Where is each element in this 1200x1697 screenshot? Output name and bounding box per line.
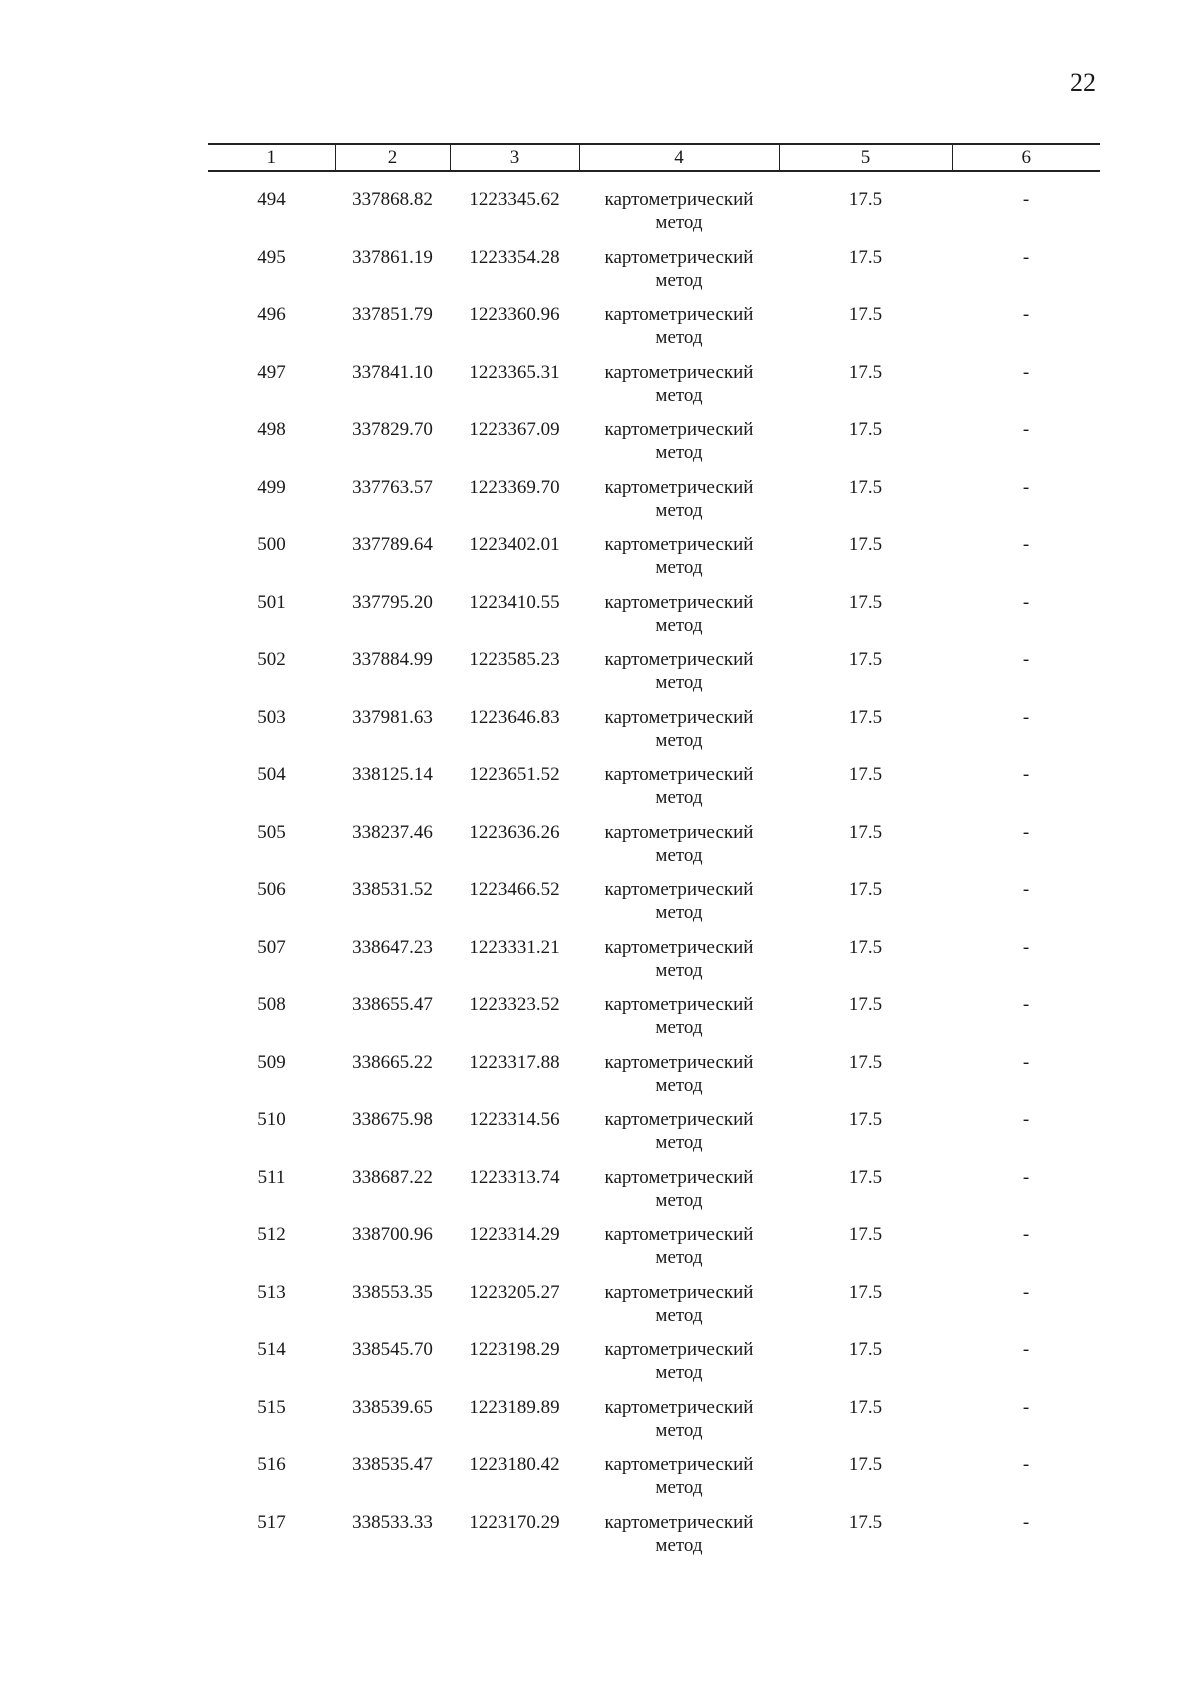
accuracy-cell: 17.5 (848, 764, 883, 785)
x-coordinate-cell: 337763.57 (352, 476, 433, 498)
method-cell (579, 878, 779, 936)
x-coordinate-cell: 337851.79 (352, 304, 433, 325)
x-coordinate-cell: 338687.22 (352, 1166, 433, 1188)
y-coordinate-cell: 1223369.70 (469, 476, 560, 498)
method-line-1: картометрический (604, 649, 754, 670)
y-coordinate-cell: 1223180.42 (469, 1454, 560, 1475)
point-number-cell: 516 (257, 1454, 286, 1475)
method-line-2: метод (655, 729, 703, 751)
accuracy-cell: 17.5 (848, 706, 883, 728)
method-cell (579, 706, 779, 764)
table-row (208, 1281, 1100, 1339)
method-line-1: картометрический (604, 936, 754, 958)
x-coordinate-cell: 337884.99 (352, 649, 433, 670)
x-coordinate-cell: 338533.33 (352, 1511, 433, 1533)
accuracy-cell: 17.5 (848, 1339, 883, 1360)
method-cell (579, 476, 779, 534)
method-line-1: картометрический (604, 591, 754, 613)
note-cell: - (1022, 189, 1030, 210)
accuracy-cell: 17.5 (848, 476, 883, 498)
table-row (208, 246, 1100, 304)
method-cell (579, 1453, 779, 1511)
y-coordinate-cell: 1223314.56 (469, 1109, 560, 1130)
point-number-cell: 499 (257, 476, 286, 498)
table-row (208, 993, 1100, 1051)
method-line-2: метод (655, 787, 703, 808)
table-row (208, 1453, 1100, 1511)
point-number-cell: 501 (257, 591, 286, 613)
y-coordinate-cell: 1223170.29 (469, 1511, 560, 1533)
method-line-1: картометрический (604, 534, 754, 555)
header-row (208, 144, 1100, 171)
accuracy-cell: 17.5 (848, 1454, 883, 1475)
note-cell: - (1022, 1281, 1030, 1303)
method-line-1: картометрический (604, 879, 754, 900)
column-header-4: 4 (579, 144, 779, 171)
y-coordinate-cell: 1223313.74 (469, 1166, 560, 1188)
x-coordinate-cell: 338675.98 (352, 1109, 433, 1130)
method-cell (579, 1281, 779, 1339)
accuracy-cell: 17.5 (848, 936, 883, 958)
y-coordinate-cell: 1223314.29 (469, 1224, 560, 1245)
accuracy-cell: 17.5 (848, 994, 883, 1015)
x-coordinate-cell: 337868.82 (352, 189, 433, 210)
accuracy-cell: 17.5 (848, 1051, 883, 1073)
method-line-2: метод (655, 212, 703, 233)
accuracy-cell: 17.5 (848, 189, 883, 210)
method-cell (579, 1223, 779, 1281)
y-coordinate-cell: 1223360.96 (469, 304, 560, 325)
x-coordinate-cell: 337795.20 (352, 591, 433, 613)
point-number-cell: 513 (257, 1281, 286, 1303)
y-coordinate-cell: 1223651.52 (469, 764, 560, 785)
table-row (208, 936, 1100, 994)
method-line-2: метод (655, 844, 703, 866)
method-cell (579, 361, 779, 419)
table-row (208, 1108, 1100, 1166)
note-cell: - (1022, 706, 1030, 728)
method-line-2: метод (655, 1074, 703, 1096)
accuracy-cell: 17.5 (848, 304, 883, 325)
x-coordinate-cell: 338125.14 (352, 764, 433, 785)
method-line-2: метод (655, 1017, 703, 1038)
note-cell: - (1022, 1051, 1030, 1073)
note-cell: - (1022, 534, 1030, 555)
method-line-2: метод (655, 1189, 703, 1211)
table-row (208, 878, 1100, 936)
point-number-cell: 511 (257, 1166, 286, 1188)
table-row (208, 476, 1100, 534)
method-line-2: метод (655, 269, 703, 291)
method-cell (579, 418, 779, 476)
method-cell (579, 648, 779, 706)
note-cell: - (1022, 246, 1030, 268)
note-cell: - (1022, 879, 1030, 900)
method-line-1: картометрический (604, 1454, 754, 1475)
point-number-cell: 498 (257, 419, 286, 440)
note-cell: - (1022, 1109, 1030, 1130)
point-number-cell: 505 (257, 821, 286, 843)
method-line-1: картометрический (604, 361, 754, 383)
point-number-cell: 504 (257, 764, 286, 785)
y-coordinate-cell: 1223198.29 (469, 1339, 560, 1360)
accuracy-cell: 17.5 (848, 1166, 883, 1188)
table-row (208, 1166, 1100, 1224)
point-number-cell: 496 (257, 304, 286, 325)
y-coordinate-cell: 1223402.01 (469, 534, 560, 555)
method-line-1: картометрический (604, 764, 754, 785)
note-cell: - (1022, 821, 1030, 843)
y-coordinate-cell: 1223317.88 (469, 1051, 560, 1073)
point-number-cell: 510 (257, 1109, 286, 1130)
x-coordinate-cell: 338647.23 (352, 936, 433, 958)
table-header (208, 144, 1100, 171)
x-coordinate-cell: 337829.70 (352, 419, 433, 440)
method-cell (579, 171, 779, 246)
note-cell: - (1022, 476, 1030, 498)
method-line-2: метод (655, 1534, 703, 1556)
coordinates-table (208, 143, 1100, 1568)
table-row (208, 533, 1100, 591)
table-row (208, 418, 1100, 476)
method-line-1: картометрический (604, 189, 754, 210)
y-coordinate-cell: 1223354.28 (469, 246, 560, 268)
note-cell: - (1022, 1166, 1030, 1188)
method-line-2: метод (655, 672, 703, 693)
note-cell: - (1022, 304, 1030, 325)
note-cell: - (1022, 764, 1030, 785)
x-coordinate-cell: 337861.19 (352, 246, 433, 268)
y-coordinate-cell: 1223646.83 (469, 706, 560, 728)
note-cell: - (1022, 1224, 1030, 1245)
method-cell (579, 1051, 779, 1109)
table-row (208, 1338, 1100, 1396)
table-row (208, 1223, 1100, 1281)
note-cell: - (1022, 361, 1030, 383)
method-line-1: картометрический (604, 246, 754, 268)
method-line-1: картометрический (604, 1051, 754, 1073)
accuracy-cell: 17.5 (848, 1281, 883, 1303)
method-line-2: метод (655, 1132, 703, 1153)
method-line-1: картометрический (604, 1511, 754, 1533)
method-line-2: метод (655, 902, 703, 923)
method-line-1: картометрический (604, 1281, 754, 1303)
accuracy-cell: 17.5 (848, 1224, 883, 1245)
method-cell (579, 936, 779, 994)
method-cell (579, 1108, 779, 1166)
accuracy-cell: 17.5 (848, 1511, 883, 1533)
x-coordinate-cell: 338535.47 (352, 1454, 433, 1475)
x-coordinate-cell: 338531.52 (352, 879, 433, 900)
x-coordinate-cell: 337841.10 (352, 361, 433, 383)
method-line-2: метод (655, 614, 703, 636)
table-row (208, 1396, 1100, 1454)
accuracy-cell: 17.5 (848, 419, 883, 440)
y-coordinate-cell: 1223367.09 (469, 419, 560, 440)
note-cell: - (1022, 1339, 1030, 1360)
method-cell (579, 993, 779, 1051)
column-header-3: 3 (450, 144, 579, 171)
method-line-2: метод (655, 1362, 703, 1383)
point-number-cell: 497 (257, 361, 286, 383)
method-line-2: метод (655, 959, 703, 981)
table-row (208, 591, 1100, 649)
note-cell: - (1022, 994, 1030, 1015)
point-number-cell: 506 (257, 879, 286, 900)
y-coordinate-cell: 1223410.55 (469, 591, 560, 613)
method-line-2: метод (655, 499, 703, 521)
method-cell (579, 1338, 779, 1396)
y-coordinate-cell: 1223636.26 (469, 821, 560, 843)
accuracy-cell: 17.5 (848, 246, 883, 268)
table-row (208, 763, 1100, 821)
method-line-1: картометрический (604, 821, 754, 843)
point-number-cell: 515 (257, 1396, 286, 1418)
method-line-1: картометрический (604, 304, 754, 325)
table-row (208, 361, 1100, 419)
table-row (208, 303, 1100, 361)
y-coordinate-cell: 1223331.21 (469, 936, 560, 958)
method-cell (579, 821, 779, 879)
method-line-2: метод (655, 1477, 703, 1498)
point-number-cell: 495 (257, 246, 286, 268)
accuracy-cell: 17.5 (848, 1396, 883, 1418)
accuracy-cell: 17.5 (848, 591, 883, 613)
table-row (208, 1051, 1100, 1109)
method-cell (579, 303, 779, 361)
method-line-1: картометрический (604, 419, 754, 440)
x-coordinate-cell: 338545.70 (352, 1339, 433, 1360)
point-number-cell: 507 (257, 936, 286, 958)
point-number-cell: 508 (257, 994, 286, 1015)
y-coordinate-cell: 1223345.62 (469, 189, 560, 210)
method-line-1: картометрический (604, 1396, 754, 1418)
method-cell (579, 591, 779, 649)
point-number-cell: 494 (257, 189, 286, 210)
y-coordinate-cell: 1223365.31 (469, 361, 560, 383)
method-line-2: метод (655, 557, 703, 578)
table-row (208, 706, 1100, 764)
method-line-2: метод (655, 1419, 703, 1441)
column-header-5: 5 (779, 144, 952, 171)
table-row (208, 821, 1100, 879)
point-number-cell: 500 (257, 534, 286, 555)
accuracy-cell: 17.5 (848, 879, 883, 900)
accuracy-cell: 17.5 (848, 821, 883, 843)
method-line-2: метод (655, 327, 703, 348)
method-cell (579, 246, 779, 304)
method-line-1: картометрический (604, 1224, 754, 1245)
x-coordinate-cell: 337789.64 (352, 534, 433, 555)
method-line-2: метод (655, 1304, 703, 1326)
method-cell (579, 533, 779, 591)
method-line-2: метод (655, 442, 703, 463)
method-line-1: картометрический (604, 994, 754, 1015)
point-number-cell: 503 (257, 706, 286, 728)
method-cell (579, 1511, 779, 1569)
x-coordinate-cell: 338655.47 (352, 994, 433, 1015)
column-header-1: 1 (208, 144, 335, 171)
method-cell (579, 1166, 779, 1224)
point-number-cell: 517 (257, 1511, 286, 1533)
point-number-cell: 502 (257, 649, 286, 670)
y-coordinate-cell: 1223205.27 (469, 1281, 560, 1303)
method-cell (579, 763, 779, 821)
x-coordinate-cell: 338700.96 (352, 1224, 433, 1245)
note-cell: - (1022, 591, 1030, 613)
x-coordinate-cell: 338539.65 (352, 1396, 433, 1418)
method-line-1: картометрический (604, 706, 754, 728)
point-number-cell: 509 (257, 1051, 286, 1073)
x-coordinate-cell: 338237.46 (352, 821, 433, 843)
method-line-2: метод (655, 1247, 703, 1268)
y-coordinate-cell: 1223323.52 (469, 994, 560, 1015)
note-cell: - (1022, 1454, 1030, 1475)
method-line-1: картометрический (604, 1166, 754, 1188)
page-number: 22 (1070, 68, 1096, 97)
method-cell (579, 1396, 779, 1454)
column-header-2: 2 (335, 144, 450, 171)
accuracy-cell: 17.5 (848, 534, 883, 555)
note-cell: - (1022, 936, 1030, 958)
note-cell: - (1022, 1396, 1030, 1418)
table-row (208, 1511, 1100, 1569)
point-number-cell: 514 (257, 1339, 286, 1360)
note-cell: - (1022, 419, 1030, 440)
column-header-6: 6 (952, 144, 1100, 171)
note-cell: - (1022, 649, 1030, 670)
method-line-1: картометрический (604, 476, 754, 498)
method-line-1: картометрический (604, 1109, 754, 1130)
y-coordinate-cell: 1223189.89 (469, 1396, 560, 1418)
note-cell: - (1022, 1511, 1030, 1533)
accuracy-cell: 17.5 (848, 361, 883, 383)
y-coordinate-cell: 1223585.23 (469, 649, 560, 670)
table-row (208, 648, 1100, 706)
point-number-cell: 512 (257, 1224, 286, 1245)
coordinates-table-container (208, 143, 1100, 1568)
table-body (208, 171, 1100, 1568)
method-line-1: картометрический (604, 1339, 754, 1360)
accuracy-cell: 17.5 (848, 1109, 883, 1130)
table-row (208, 171, 1100, 246)
x-coordinate-cell: 337981.63 (352, 706, 433, 728)
x-coordinate-cell: 338553.35 (352, 1281, 433, 1303)
accuracy-cell: 17.5 (848, 649, 883, 670)
method-line-2: метод (655, 384, 703, 406)
x-coordinate-cell: 338665.22 (352, 1051, 433, 1073)
y-coordinate-cell: 1223466.52 (469, 879, 560, 900)
